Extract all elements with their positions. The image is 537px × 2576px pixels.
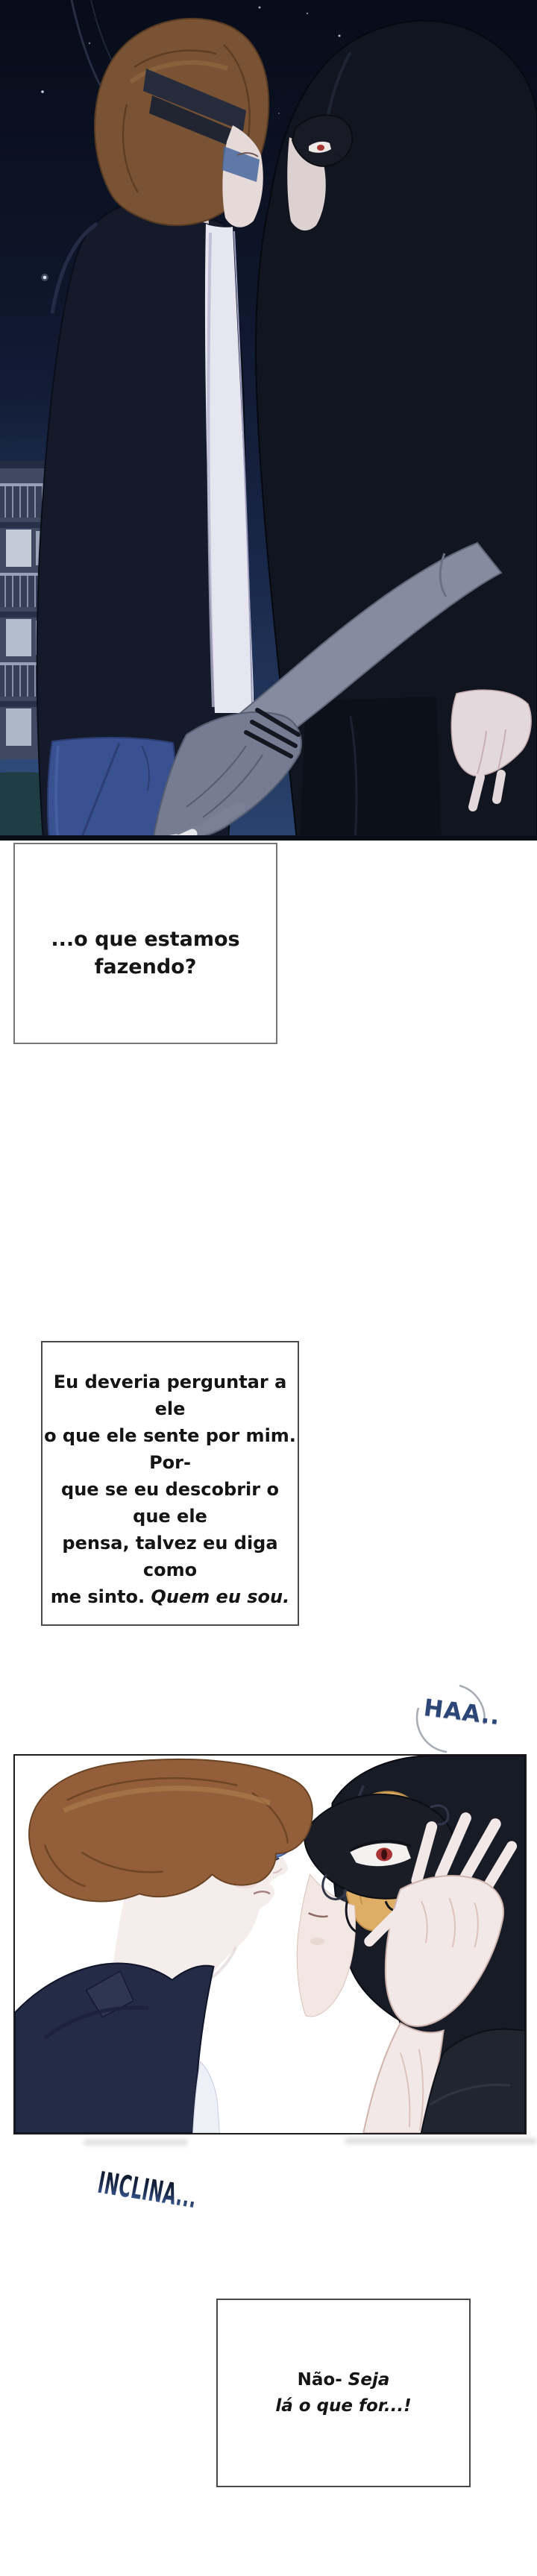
narration-line: me sinto. (50, 1586, 151, 1607)
motion-smudge (84, 2139, 188, 2146)
speech-box-1 (13, 843, 277, 1044)
dark-jacket (15, 1964, 219, 2133)
narration-line: que se eu descobrir o que ele (61, 1479, 279, 1527)
narration-line: o que ele sente por mim. Por- (44, 1425, 296, 1473)
narration-line: Eu deveria perguntar a ele (53, 1372, 287, 1419)
motion-smudge (345, 2137, 537, 2144)
inclina-sfx: INCLINA... (95, 2166, 201, 2216)
speech-line: Não- (297, 2369, 342, 2390)
speech-line: fazendo? (94, 955, 197, 978)
panel-bottom-edge (0, 835, 537, 841)
speech-line-italic: Seja (348, 2369, 390, 2390)
panel-2-closeup (13, 1754, 527, 2134)
panel-2-art (15, 1756, 525, 2133)
speech-box-3 (216, 2299, 471, 2487)
narration-line: pensa, talvez eu diga como (62, 1533, 278, 1580)
speech-line: ...o que estamos (51, 928, 240, 951)
speech-box-1-text (51, 926, 239, 981)
panel-1-night-rooftop (0, 0, 537, 841)
speech-line-italic: lá o que for...! (275, 2396, 412, 2416)
narration-box (41, 1341, 299, 1626)
haa-sfx-text: HAA.. (422, 1694, 502, 1731)
speech-box-3-text (275, 2367, 411, 2419)
panel-1-art (0, 0, 537, 841)
haa-sfx (412, 1683, 502, 1759)
narration-text (43, 1369, 298, 1610)
narration-line-italic: Quem eu sou. (151, 1586, 290, 1607)
